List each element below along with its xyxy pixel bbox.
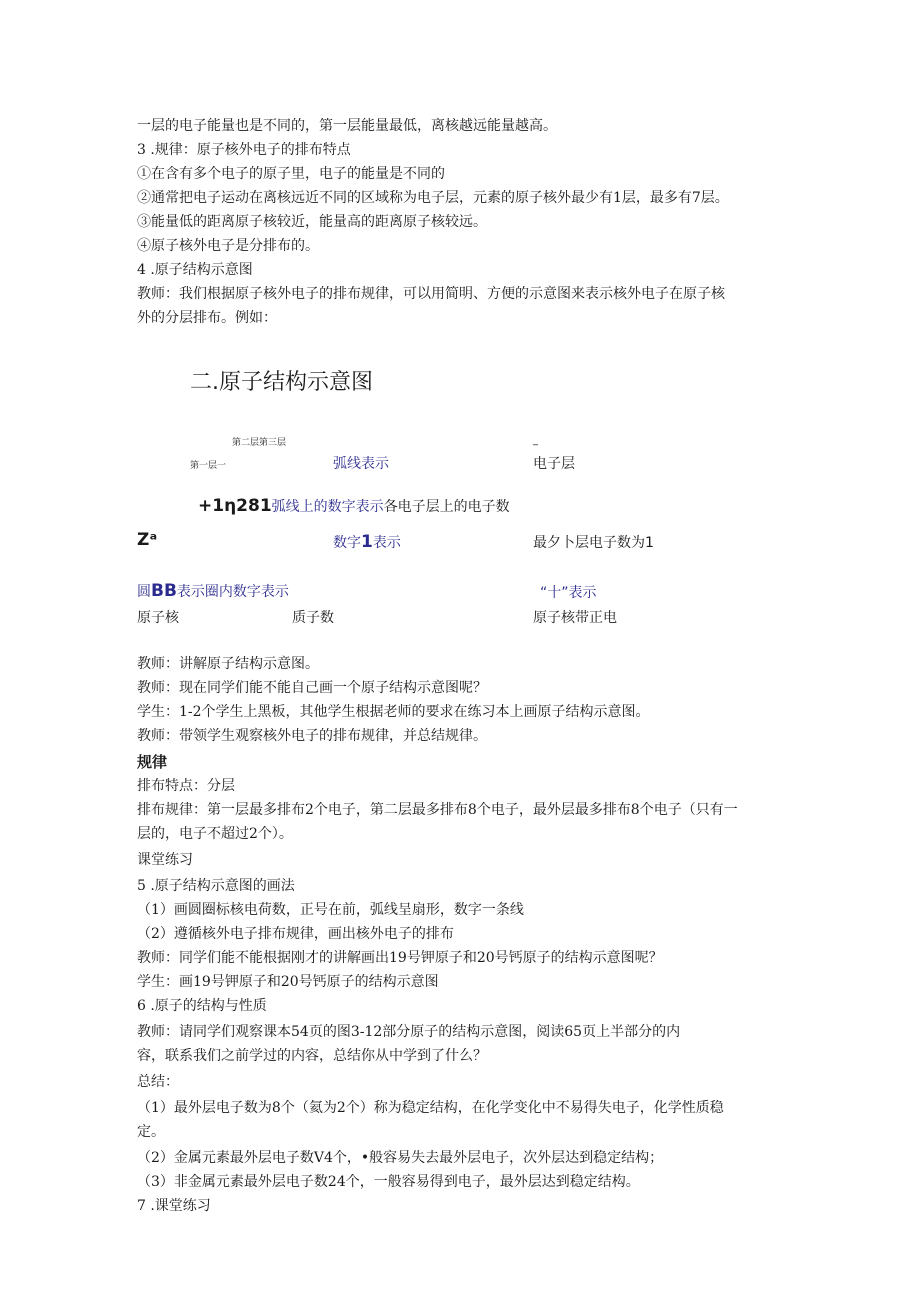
text-line: 学生：1-2个学生上黑板，其他学生根据老师的要求在练习本上画原子结构示意图。 — [137, 704, 650, 720]
proton-number-label: 质子数 — [292, 610, 334, 626]
text-line: 容，联系我们之前学过的内容，总结你从中学到了什么？ — [137, 1048, 487, 1064]
text-line: ①在含有多个电子的原子里，电子的能量是不同的 — [137, 166, 445, 182]
text-line: （1）画圆圈标核电荷数，正号在前，弧线呈扇形，数字一条线 — [137, 902, 524, 918]
text-line: 教师：同学们能不能根据刚才的讲解画出19号钾原子和20号钙原子的结构示意图呢？ — [137, 950, 663, 966]
section-heading: 6 .原子的结构与性质 — [137, 998, 267, 1014]
arc-numbers-tail: 各电子层上的电子数 — [383, 499, 510, 515]
section-heading: 3 .规律：原子核外电子的排布特点 — [137, 142, 351, 158]
text-line: （2）遵循核外电子排布规律，画出核外电子的排布 — [137, 926, 454, 942]
positive-nucleus-label: 原子核带正电 — [533, 610, 617, 626]
arc-numbers-label: 弧线上的数字表示 — [271, 499, 384, 515]
text-line: 一层的电子能量也是不同的，第一层能量最低，离核越远能量越高。 — [137, 118, 557, 134]
layer1-label: 第一层一 — [190, 461, 227, 471]
text-line: 教师：现在同学们能不能自己画一个原子结构示意图呢？ — [137, 680, 487, 696]
digit-one: 1 — [361, 532, 373, 552]
text-line: 教师：我们根据原子核外电子的排布规律，可以用简明、方便的示意图来表示核外电子在原子核 — [137, 286, 725, 302]
text-line: 教师：带领学生观察核外电子的排布规律，并总结规律。 — [137, 728, 487, 744]
text-line: 教师：讲解原子结构示意图。 — [137, 656, 319, 672]
digit-label: 数字 — [333, 535, 361, 551]
text-line: ③能量低的距离原子核较近，能量高的距离原子核较远。 — [137, 214, 487, 230]
text-line: 层的，电子不超过2个）。 — [137, 826, 293, 842]
electron-layer-label: 电子层 — [533, 456, 575, 472]
layer23-label: 第二层第三层 — [232, 438, 287, 448]
text-line: （2）金属元素最外层电子数V4个，•般容易失去最外层电子，次外层达到稳定结构； — [137, 1150, 664, 1166]
text-line: ②通常把电子运动在离核远近不同的区域称为电子层，元素的原子核外最少有1层，最多有7层。 — [137, 190, 729, 206]
circle-bb: BB — [151, 581, 177, 601]
rule-heading: 规律 — [137, 753, 168, 771]
digit-tail: 表示 — [372, 535, 401, 551]
section-heading: 5 .原子结构示意图的画法 — [137, 878, 295, 894]
text-line: 定。 — [137, 1124, 165, 1140]
section-heading: 7 .课堂练习 — [137, 1198, 211, 1214]
text-line: 总结： — [137, 1074, 179, 1090]
arc-label: 弧线表示 — [333, 456, 389, 472]
z-symbol: Zᵃ — [137, 530, 158, 550]
text-line: 教师：请同学们观察课本54页的图3-12部分原子的结构示意图，阅读65页上半部分的内 — [137, 1024, 681, 1040]
nucleus-label: 原子核 — [137, 610, 179, 626]
plus-label: “十”表示 — [540, 585, 597, 601]
text-line: 排布特点：分层 — [137, 778, 235, 794]
text-line: （3）非金属元素最外层电子数24个，一般容易得到电子，最外层达到稳定结构。 — [137, 1174, 640, 1190]
text-line: 学生：画19号钾原子和20号钙原子的结构示意图 — [137, 974, 439, 990]
text-line: 外的分层排布。例如： — [137, 310, 277, 326]
text-line: 排布规律：第一层最多排布2个电子，第二层最多排布8个电子，最外层最多排布8个电子（只有一 — [137, 802, 738, 818]
figure-title: 二.原子结构示意图 — [190, 370, 373, 395]
text-line: （1）最外层电子数为8个（氦为2个）称为稳定结构，在化学变化中不易得失电子，化学性质稳 — [137, 1100, 724, 1116]
circle-text: 表示圈内数字表示 — [176, 584, 289, 600]
circle-prefix: 圆 — [137, 584, 151, 600]
section-heading: 4 .原子结构示意图 — [137, 262, 253, 278]
text-line: 课堂练习 — [137, 852, 193, 868]
number-row: +1η281 — [198, 496, 272, 516]
text-line: ④原子核外电子是分排布的。 — [137, 238, 319, 254]
dash-mark: _ — [533, 435, 538, 446]
outer-layer-label: 最夕卜层电子数为1 — [533, 535, 654, 551]
